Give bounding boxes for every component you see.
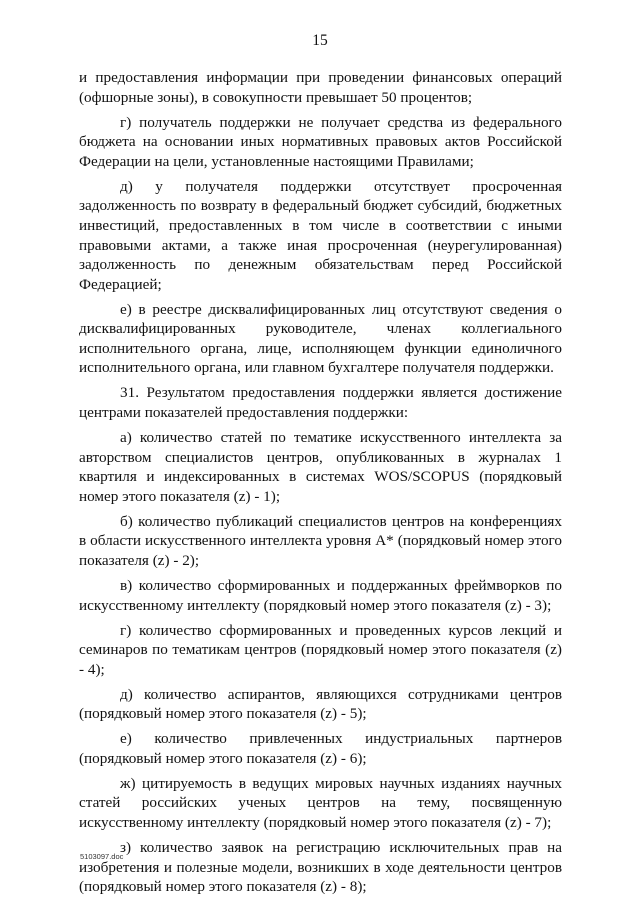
document-filename-footer: 5103097.doc: [80, 852, 124, 861]
indicator-item-z: з) количество заявок на регистрацию исключительных прав на изобретения и полезные модели, возникших в ходе деятельности центров (порядковый номер этого показателя (z) - 8);: [79, 839, 562, 896]
indicator-item-e: е) количество привлеченных индустриальных партнеров (порядковый номер этого показателя (z) - 6);: [79, 730, 562, 767]
indicator-item-g: г) количество сформированных и проведенных курсов лекций и семинаров по тематикам центров (порядковый номер этого показателя (z) - 4);: [79, 621, 562, 678]
paragraph-item-d: д) у получателя поддержки отсутствует просроченная задолженность по возврату в федеральный бюджет субсидий, бюджетных инвестиций, предоставленных в том числе в соответствии с иными правовыми актами, а также иная просроченная (неурегулированная) задолженность по денежным обязательствам перед Российской Федерацией;: [79, 177, 562, 293]
paragraph-item-e: е) в реестре дисквалифицированных лиц отсутствуют сведения о дисквалифицированных руководителе, членах коллегиального исполнительного органа, лице, исполняющем функции единоличного исполнительного органа, или главном бухгалтере получателя поддержки.: [79, 300, 562, 377]
indicator-item-zh: ж) цитируемость в ведущих мировых научных изданиях научных статей российских ученых центров на тему, посвященную искусственному интеллекту (порядковый номер этого показателя (z) - 7);: [79, 774, 562, 832]
indicator-item-b: б) количество публикаций специалистов центров на конференциях в области искусственного интеллекта уровня A* (порядковый номер этого показателя (z) - 2);: [79, 512, 562, 569]
document-body: [79, 68, 562, 902]
indicator-item-d: д) количество аспирантов, являющихся сотрудниками центров (порядковый номер этого показателя (z) - 5);: [79, 685, 562, 723]
paragraph-item-g: г) получатель поддержки не получает средства из федерального бюджета на основании иных нормативных правовых актов Российской Федерации на цели, установленные настоящими Правилами;: [79, 113, 562, 170]
paragraph-clause-31: 31. Результатом предоставления поддержки является достижение центрами показателей предоставления поддержки:: [79, 384, 562, 422]
indicator-item-v: в) количество сформированных и поддержанных фреймворков по искусственному интеллекту (порядковый номер этого показателя (z) - 3);: [79, 576, 562, 614]
indicator-item-a: а) количество статей по тематике искусственного интеллекта за авторством специалистов центров, опубликованных в журналах 1 квартиля и индексированных в системах WOS/SCOPUS (порядковый номер этого показателя (z) - 1);: [79, 429, 562, 505]
paragraph-continuation: и предоставления информации при проведении финансовых операций (офшорные зоны), в совокупности превышает 50 процентов;: [79, 69, 562, 106]
page-number: 15: [312, 32, 328, 49]
